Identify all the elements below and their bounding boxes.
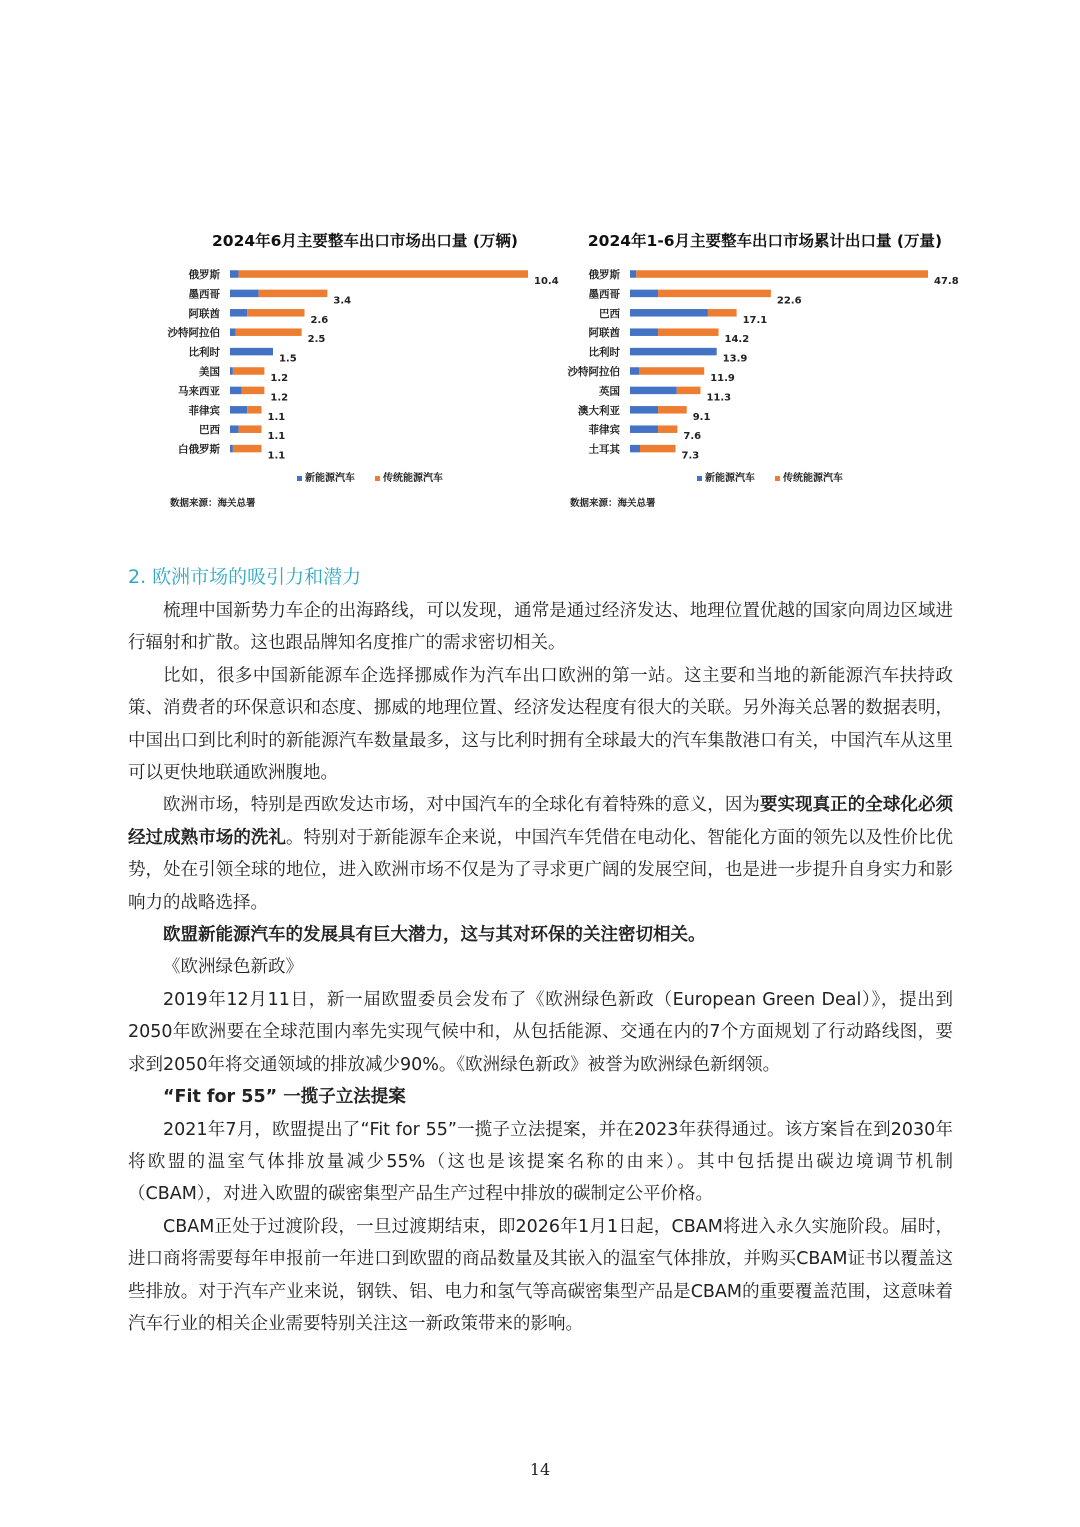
category-label: 白俄罗斯 bbox=[178, 443, 220, 456]
export-chart-h1-svg bbox=[550, 228, 980, 518]
data-label: 10.4 bbox=[534, 276, 559, 287]
legend-swatch-nev bbox=[297, 476, 302, 481]
data-label: 2.5 bbox=[307, 334, 326, 346]
bar-traditional bbox=[239, 270, 528, 278]
bar-traditional bbox=[239, 425, 262, 433]
category-label: 美国 bbox=[199, 366, 220, 378]
bar-nev bbox=[630, 406, 658, 414]
emphasis-text: 要实现真正的全球化必须经过成熟市场的洗礼 bbox=[128, 795, 954, 848]
legend-label-traditional: 传统能源汽车 bbox=[783, 473, 843, 484]
category-label: 墨西哥 bbox=[188, 288, 220, 301]
data-label: 9.1 bbox=[692, 411, 711, 423]
bar-nev bbox=[630, 290, 658, 298]
data-source: 数据来源：海关总署 bbox=[170, 498, 256, 509]
export-chart-june-svg bbox=[150, 228, 580, 518]
data-label: 7.3 bbox=[681, 450, 700, 462]
category-label: 俄罗斯 bbox=[588, 269, 620, 281]
bar-traditional bbox=[639, 367, 704, 375]
legend-swatch-nev bbox=[697, 476, 702, 481]
data-label: 1.1 bbox=[267, 450, 286, 462]
paragraph: 梳理中国新势力车企的出海路线，可以发现，通常是通过经济发达、地理位置优越的国家向周边区域进行辐射和扩散。这也跟品牌知名度推广的需求密切相关。 bbox=[128, 601, 953, 654]
category-label: 巴西 bbox=[599, 307, 620, 320]
data-label: 1.2 bbox=[270, 373, 289, 384]
bar-traditional bbox=[658, 290, 771, 298]
bar-traditional bbox=[658, 328, 718, 336]
export-chart-june bbox=[150, 228, 580, 518]
bar-nev bbox=[230, 309, 247, 317]
bar-traditional bbox=[241, 387, 264, 395]
category-label: 比利时 bbox=[188, 346, 220, 359]
data-source: 数据来源：海关总署 bbox=[570, 498, 656, 509]
legend-label-traditional: 传统能源汽车 bbox=[383, 473, 443, 484]
bar-nev bbox=[630, 328, 658, 336]
paragraph-text: 。特别对于新能源车企来说，中国汽车凭借在电动化、智能化方面的领先以及性价比优势，处在引领全球的地位，进入欧洲市场不仅是为了寻求更广阔的发展空间，也是进一步提升自身实力和影响力的战略选择。 bbox=[128, 827, 954, 913]
bar-nev bbox=[230, 290, 259, 298]
data-label: 1.1 bbox=[267, 411, 286, 423]
bar-nev bbox=[230, 445, 233, 453]
bar-nev bbox=[630, 309, 708, 317]
paragraph: 比如，很多中国新能源车企选择挪威作为汽车出口欧洲的第一站。这主要和当地的新能源汽车扶持政策、消费者的环保意识和态度、挪威的地理位置、经济发达程度有很大的关联。另外海关总署的数据表明，中国出口到比利时的新能源汽车数量最多，这与比利时拥有全球最大的汽车集散港口有关，中国汽车从这里可以更快地联通欧洲腹地。 bbox=[128, 665, 953, 784]
bar-traditional bbox=[233, 445, 262, 453]
category-label: 阿联酋 bbox=[588, 327, 620, 340]
category-label: 澳大利亚 bbox=[578, 404, 620, 417]
legend-label-nev: 新能源汽车 bbox=[305, 473, 355, 484]
paragraph-text: 欧洲市场，特别是西欧发达市场，对中国汽车的全球化有着特殊的意义，因为 bbox=[163, 795, 760, 816]
subheading-green-deal: 《欧洲绿色新政》 bbox=[163, 957, 303, 978]
data-label: 13.9 bbox=[722, 353, 748, 365]
data-label: 11.3 bbox=[706, 392, 732, 404]
category-label: 墨西哥 bbox=[588, 288, 620, 301]
data-label: 7.6 bbox=[683, 431, 702, 443]
category-label: 巴西 bbox=[199, 424, 220, 437]
legend-swatch-traditional bbox=[775, 476, 780, 481]
bar-nev bbox=[630, 425, 658, 433]
category-label: 俄罗斯 bbox=[188, 269, 220, 281]
data-label: 11.9 bbox=[710, 373, 735, 384]
legend-label-nev: 新能源汽车 bbox=[705, 473, 755, 484]
bar-nev bbox=[630, 348, 717, 356]
page-number: 14 bbox=[529, 1460, 551, 1479]
bar-traditional bbox=[233, 367, 265, 375]
category-label: 阿联酋 bbox=[188, 307, 220, 320]
bar-traditional bbox=[677, 387, 701, 395]
bar-nev bbox=[230, 387, 241, 395]
bar-traditional bbox=[247, 309, 304, 317]
bar-traditional bbox=[636, 270, 928, 278]
data-label: 1.5 bbox=[278, 353, 297, 365]
bar-nev bbox=[230, 348, 273, 356]
category-label: 沙特阿拉伯 bbox=[167, 327, 220, 340]
export-chart-h1 bbox=[550, 228, 980, 518]
paragraph: 2019年12月11日，新一届欧盟委员会发布了《欧洲绿色新政（European Green Deal）》，提出到2050年欧洲要在全球范围内率先实现气候中和，从包括能源、交通在内的7个方面规划了行动路线图，要求到2050年将交通领域的排放减少90%。《欧洲绿色新政》被誉为欧洲绿色新纲领。 bbox=[128, 989, 953, 1075]
category-label: 菲律宾 bbox=[588, 424, 620, 437]
chart-title: 2024年6月主要整车出口市场出口量 (万辆) bbox=[212, 232, 518, 250]
bar-traditional bbox=[259, 290, 328, 298]
bar-nev bbox=[230, 270, 239, 278]
subheading-fit-for-55: “Fit for 55” 一揽子立法提案 bbox=[163, 1087, 406, 1108]
bar-nev bbox=[630, 445, 640, 453]
data-label: 17.1 bbox=[742, 314, 768, 326]
data-label: 14.2 bbox=[724, 334, 750, 346]
key-statement: 欧盟新能源汽车的发展具有巨大潜力，这与其对环保的关注密切相关。 bbox=[163, 925, 706, 946]
category-label: 土耳其 bbox=[588, 443, 620, 456]
bar-traditional bbox=[236, 328, 302, 336]
category-label: 英国 bbox=[599, 385, 620, 398]
paragraph: 2021年7月，欧盟提出了“Fit for 55”一揽子立法提案，并在2023年获得通过。该方案旨在到2030年将欧盟的温室气体排放量减少55%（这也是该提案名称的由来）。其中包括提出碳边境调节机制（CBAM），对进入欧盟的碳密集型产品生产过程中排放的碳制定公平价格。 bbox=[128, 1119, 953, 1205]
legend-swatch-traditional bbox=[375, 476, 380, 481]
bar-nev bbox=[230, 367, 233, 375]
category-label: 沙特阿拉伯 bbox=[567, 366, 620, 378]
bar-nev bbox=[630, 367, 639, 375]
bar-nev bbox=[630, 270, 636, 278]
data-label: 1.2 bbox=[270, 392, 289, 404]
paragraph: CBAM正处于过渡阶段，一旦过渡期结束，即2026年1月1日起，CBAM将进入永久实施阶段。届时，进口商将需要每年申报前一年进口到欧盟的商品数量及其嵌入的温室气体排放，并购买CBAM证书以覆盖这些排放。对于汽车产业来说，钢铁、铝、电力和氢气等高碳密集型产品是CBAM的重要覆盖范围，这意味着汽车行业的相关企业需要特别关注这一新政策带来的影响。 bbox=[128, 1216, 953, 1334]
bar-nev bbox=[230, 425, 239, 433]
data-label: 3.4 bbox=[333, 295, 352, 307]
category-label: 比利时 bbox=[588, 346, 620, 359]
bar-nev bbox=[630, 387, 677, 395]
data-label: 47.8 bbox=[934, 276, 959, 287]
data-label: 2.6 bbox=[310, 314, 329, 326]
category-label: 马来西亚 bbox=[178, 385, 220, 398]
bar-nev bbox=[230, 328, 236, 336]
paragraph bbox=[128, 789, 953, 919]
bar-traditional bbox=[658, 406, 687, 414]
category-label: 菲律宾 bbox=[188, 404, 220, 417]
chart-title: 2024年1-6月主要整车出口市场累计出口量 (万量) bbox=[587, 232, 943, 250]
bar-traditional bbox=[658, 425, 677, 433]
bar-nev bbox=[230, 406, 247, 414]
article-body bbox=[128, 595, 953, 1340]
bar-traditional bbox=[247, 406, 261, 414]
section-heading: 2. 欧洲市场的吸引力和潜力 bbox=[128, 566, 362, 588]
data-label: 1.1 bbox=[267, 431, 286, 443]
bar-traditional bbox=[708, 309, 737, 317]
data-label: 22.6 bbox=[776, 295, 802, 307]
bar-traditional bbox=[640, 445, 676, 453]
